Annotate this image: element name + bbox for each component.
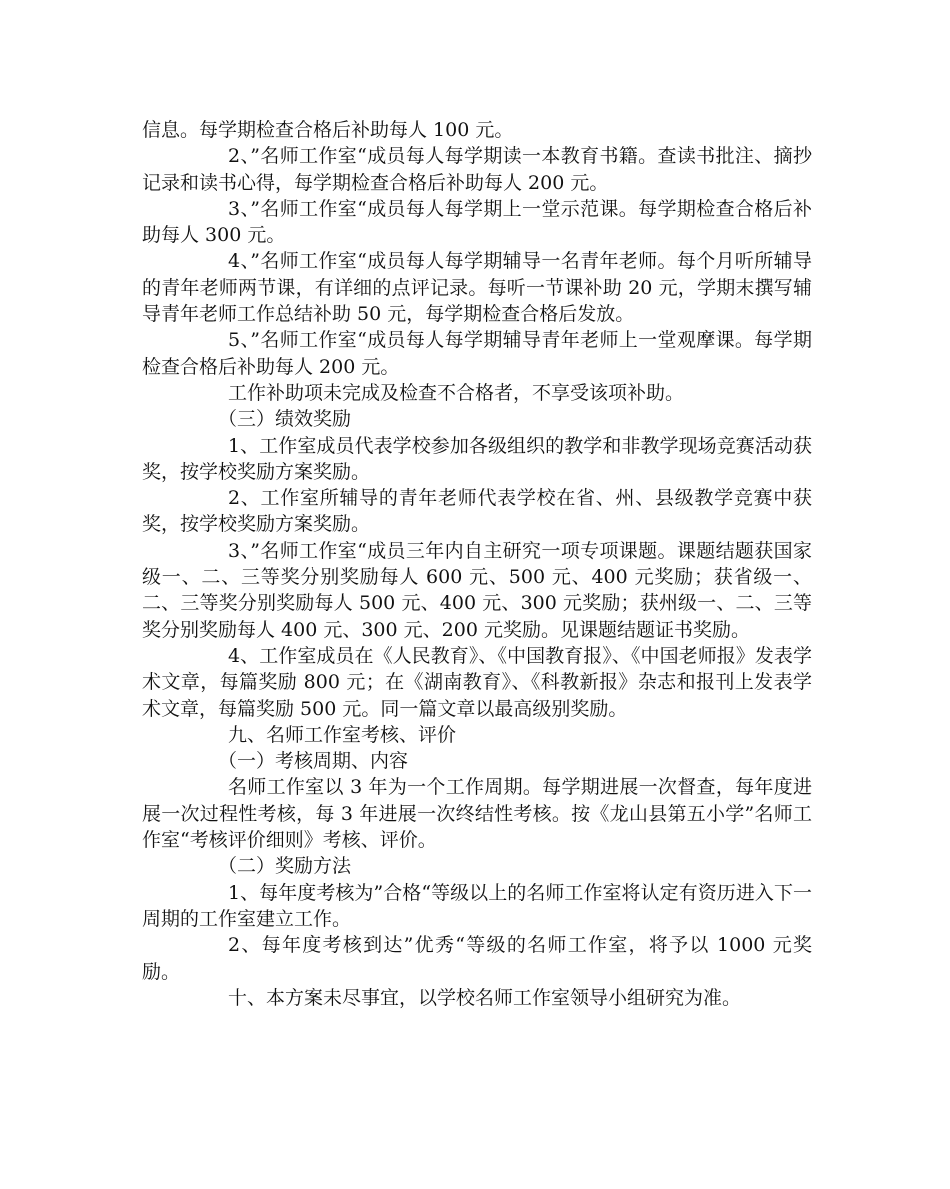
section-heading-performance-reward: （三）绩效奖励 [218,408,352,431]
paragraph-reward-method-2: 2、每年度考核到达”优秀“等级的名师工作室，将予以 1000 元奖励。 [142,934,812,983]
paragraph-subsidy-4: 4、”名师工作室“成员每人每学期辅导一名青年老师。每个月听所辅导的青年老师两节课，有详细的点评记录。每听一节课补助 20 元，学期末撰写辅导青年老师工作总结补助 50 元，每学期检查合格后发放。 [142,250,812,326]
subsection-heading-reward-method: （二）奖励方法 [218,855,352,878]
paragraph-reward-2: 2、工作室所辅导的青年老师代表学校在省、州、县级教学竞赛中获奖，按学校奖励方案奖励。 [142,487,812,536]
section-heading-assessment: 九、名师工作室考核、评价 [228,723,457,746]
paragraph-subsidy-1-tail: 信息。每学期检查合格后补助每人 100 元。 [142,119,514,141]
paragraph-reward-method-1: 1、每年度考核为”合格“等级以上的名师工作室将认定有资历进入下一周期的工作室建立工作。 [142,881,812,930]
paragraph-assessment-cycle: 名师工作室以 3 年为一个工作周期。每学期进展一次督查，每年度进展一次过程性考核，每 3 年进展一次终结性考核。按《龙山县第五小学”名师工作室“考核评价细则》考核、评价。 [142,776,812,852]
paragraph-subsidy-5: 5、”名师工作室“成员每人每学期辅导青年老师上一堂观摩课。每学期检查合格后补助每人 200 元。 [142,329,812,378]
paragraph-subsidy-3: 3、”名师工作室“成员每人每学期上一堂示范课。每学期检查合格后补助每人 300 元。 [142,197,812,247]
document-page [142,117,812,1011]
subsection-heading-assessment-cycle: （一）考核周期、内容 [218,750,409,773]
paragraph-subsidy-2: 2、”名师工作室“成员每人每学期读一本教育书籍。查读书批注、摘抄记录和读书心得，每学期检查合格后补助每人 200 元。 [142,145,812,194]
paragraph-subsidy-note: 工作补助项未完成及检查不合格者，不享受该项补助。 [228,381,685,404]
paragraph-reward-3: 3、”名师工作室“成员三年内自主研究一项专项课题。课题结题获国家级一、二、三等奖分别奖励每人 600 元、500 元、400 元奖励；获省级一、二、三等奖分别奖励每人 500 元、400 元、300 元奖励；获州级一、二、三等奖分别奖励每人 400 元、300 元、200 元奖励。见课题结题证书奖励。 [142,539,812,641]
paragraph-reward-1: 1、工作室成员代表学校参加各级组织的教学和非教学现场竞赛活动获奖，按学校奖励方案奖励。 [142,434,812,483]
section-heading-final-note: 十、本方案未尽事宜，以学校名师工作室领导小组研究为准。 [228,986,742,1009]
paragraph-reward-4: 4、工作室成员在《人民教育》、《中国教育报》、《中国老师报》发表学术文章，每篇奖励 800 元；在《湖南教育》、《科教新报》杂志和报刊上发表学术文章，每篇奖励 500 元。同一篇文章以最高级别奖励。 [142,644,812,720]
